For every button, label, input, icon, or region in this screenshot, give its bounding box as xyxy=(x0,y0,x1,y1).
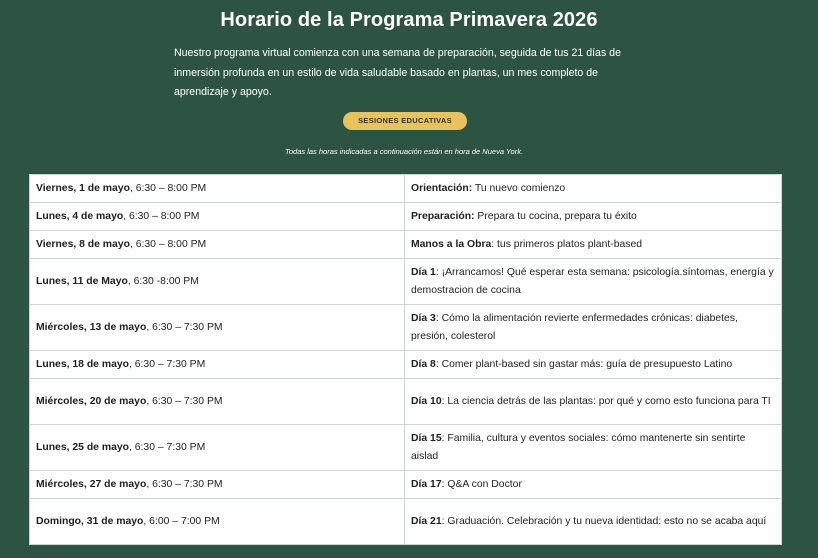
session-topic-cell xyxy=(405,175,782,203)
table-row xyxy=(30,259,782,305)
table-row xyxy=(30,231,782,259)
session-date: Viernes, 1 de mayo xyxy=(36,182,130,194)
session-topic-text: : ¡Arrancamos! Qué esperar esta semana: psicología.síntomas, energía y demostracion de cocina xyxy=(411,266,774,296)
table-row xyxy=(30,351,782,379)
session-time: , 6:30 – 8:00 PM xyxy=(123,210,200,222)
session-date-cell xyxy=(30,305,405,351)
page-title: Horario de la Programa Primavera 2026 xyxy=(220,9,598,31)
schedule-table xyxy=(29,174,782,545)
section-badge: SESIONES EDUCATIVAS xyxy=(343,112,467,130)
table-row xyxy=(30,175,782,203)
session-date: Lunes, 11 de Mayo xyxy=(36,275,128,287)
session-topic-label: Día 15 xyxy=(411,432,442,444)
timezone-note: Todas las horas indicadas a continuación están en hora de Nueva York. xyxy=(284,147,524,156)
session-topic-label: Día 3 xyxy=(411,312,436,324)
session-date: Viernes, 8 de mayo xyxy=(36,238,130,250)
session-topic-cell xyxy=(405,203,782,231)
session-date: Miércoles, 13 de mayo xyxy=(36,321,147,333)
session-topic-text: Tu nuevo comienzo xyxy=(472,182,566,194)
session-topic-text: Prepara tu cocina, prepara tu éxito xyxy=(474,210,637,222)
session-date-cell xyxy=(30,231,405,259)
session-date: Miércoles, 20 de mayo xyxy=(36,395,147,407)
session-topic-cell xyxy=(405,351,782,379)
session-topic-label: Manos a la Obra xyxy=(411,238,492,250)
session-topic-label: Día 1 xyxy=(411,266,436,278)
session-date-cell xyxy=(30,425,405,471)
session-date-cell xyxy=(30,499,405,545)
session-topic-label: Día 8 xyxy=(411,358,436,370)
session-topic-cell xyxy=(405,305,782,351)
session-topic-text: : La ciencia detrás de las plantas: por qué y como esto funciona para TI xyxy=(441,395,771,407)
session-topic-cell xyxy=(405,259,782,305)
session-time: , 6:30 – 7:30 PM xyxy=(146,321,223,333)
session-date: Miércoles, 27 de mayo xyxy=(36,478,147,490)
session-time: , 6:00 – 7:00 PM xyxy=(143,515,220,527)
session-topic-cell xyxy=(405,499,782,545)
session-date-cell xyxy=(30,175,405,203)
session-topic-label: Día 21 xyxy=(411,515,442,527)
session-topic-cell xyxy=(405,231,782,259)
session-time: , 6:30 – 7:30 PM xyxy=(128,441,206,453)
session-date-cell xyxy=(30,203,405,231)
table-row xyxy=(30,471,782,499)
session-time: , 6:30 – 7:30 PM xyxy=(128,358,206,370)
session-date: Domingo, 31 de mayo xyxy=(36,515,144,527)
session-date: Lunes, 18 de mayo xyxy=(36,358,129,370)
table-row xyxy=(30,379,782,425)
session-topic-label: Día 10 xyxy=(411,395,442,407)
session-time: , 6:30 – 8:00 PM xyxy=(129,182,207,194)
session-date-cell xyxy=(30,351,405,379)
table-row xyxy=(30,425,782,471)
session-topic-label: Día 17 xyxy=(411,478,442,490)
table-row xyxy=(30,305,782,351)
table-row xyxy=(30,203,782,231)
session-topic-text: : Comer plant-based sin gastar más: guía de presupuesto Latino xyxy=(435,358,733,370)
session-time: , 6:30 – 8:00 PM xyxy=(129,238,207,250)
intro-paragraph: Nuestro programa virtual comienza con una semana de preparación, seguida de tus 21 días de inmersión profunda en un estilo de vida saludable basado en plantas, un mes completo de aprendizaje y apoyo. xyxy=(174,47,621,98)
session-topic-text: : Familia, cultura y eventos sociales: cómo mantenerte sin sentirte aislad xyxy=(411,432,746,462)
session-topic-cell xyxy=(405,471,782,499)
session-time: , 6:30 – 7:30 PM xyxy=(146,478,223,490)
session-time: , 6:30 – 7:30 PM xyxy=(146,395,223,407)
table-row xyxy=(30,499,782,545)
session-topic-cell xyxy=(405,379,782,425)
session-date-cell xyxy=(30,379,405,425)
session-topic-text: : tus primeros platos plant-based xyxy=(491,238,643,250)
session-date-cell xyxy=(30,259,405,305)
session-topic-text: : Q&A con Doctor xyxy=(441,478,522,490)
session-topic-text: : Graduación. Celebración y tu nueva identidad: esto no se acaba aquí xyxy=(441,515,767,527)
session-topic-text: : Cómo la alimentación revierte enfermedades crónicas: diabetes, presión, colesterol xyxy=(411,312,738,342)
session-date: Lunes, 25 de mayo xyxy=(36,441,129,453)
session-date: Lunes, 4 de mayo xyxy=(36,210,124,222)
session-date-cell xyxy=(30,471,405,499)
session-time: , 6:30 -8:00 PM xyxy=(127,275,199,287)
session-topic-label: Preparación: xyxy=(411,210,475,222)
session-topic-cell xyxy=(405,425,782,471)
session-topic-label: Orientación: xyxy=(411,182,473,194)
